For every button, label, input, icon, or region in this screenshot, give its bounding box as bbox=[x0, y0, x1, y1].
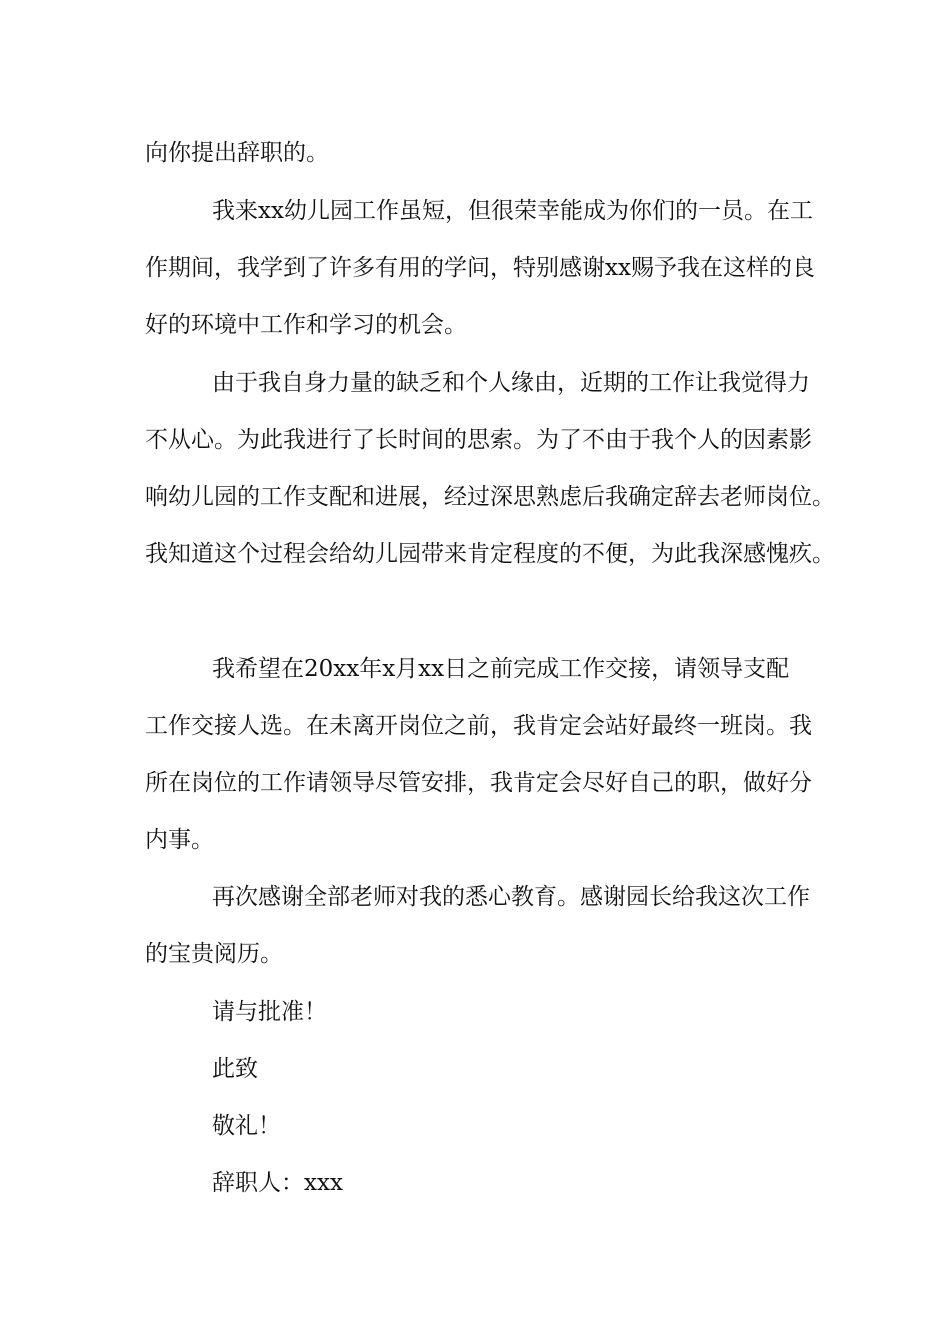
text-line: 工作交接人选。在未离开岗位之前，我肯定会站好最终一班岗。我 bbox=[145, 713, 812, 739]
text-line: 作期间，我学到了许多有用的学问，特别感谢xx赐予我在这样的良 bbox=[145, 255, 815, 281]
closing-salutation-1: 此致 bbox=[212, 1056, 258, 1082]
text-line: 所在岗位的工作请领导尽管安排，我肯定会尽好自己的职，做好分 bbox=[145, 770, 812, 796]
text-line: 向你提出辞职的。 bbox=[145, 140, 329, 166]
closing-salutation-2: 敬礼！ bbox=[212, 1113, 281, 1139]
text-line: 我希望在20xx年x月xx日之前完成工作交接，请领导支配 bbox=[212, 656, 790, 682]
text-line: 我来xx幼儿园工作虽短，但很荣幸能成为你们的一员。在工 bbox=[212, 198, 813, 224]
closing-request: 请与批准！ bbox=[212, 999, 327, 1025]
text-line: 不从心。为此我进行了长时间的思索。为了不由于我个人的因素影 bbox=[145, 427, 812, 453]
text-line: 的宝贵阅历。 bbox=[145, 941, 283, 967]
text-line: 内事。 bbox=[145, 827, 214, 853]
signature: 辞职人：xxx bbox=[212, 1170, 343, 1196]
text-line: 响幼儿园的工作支配和进展，经过深思熟虑后我确定辞去老师岗位。 bbox=[145, 484, 835, 510]
text-line: 我知道这个过程会给幼儿园带来肯定程度的不便，为此我深感愧疚。 bbox=[145, 541, 835, 567]
text-line: 由于我自身力量的缺乏和个人缘由，近期的工作让我觉得力 bbox=[212, 370, 810, 396]
text-line: 再次感谢全部老师对我的悉心教育。感谢园长给我这次工作 bbox=[212, 884, 810, 910]
text-line: 好的环境中工作和学习的机会。 bbox=[145, 312, 467, 338]
